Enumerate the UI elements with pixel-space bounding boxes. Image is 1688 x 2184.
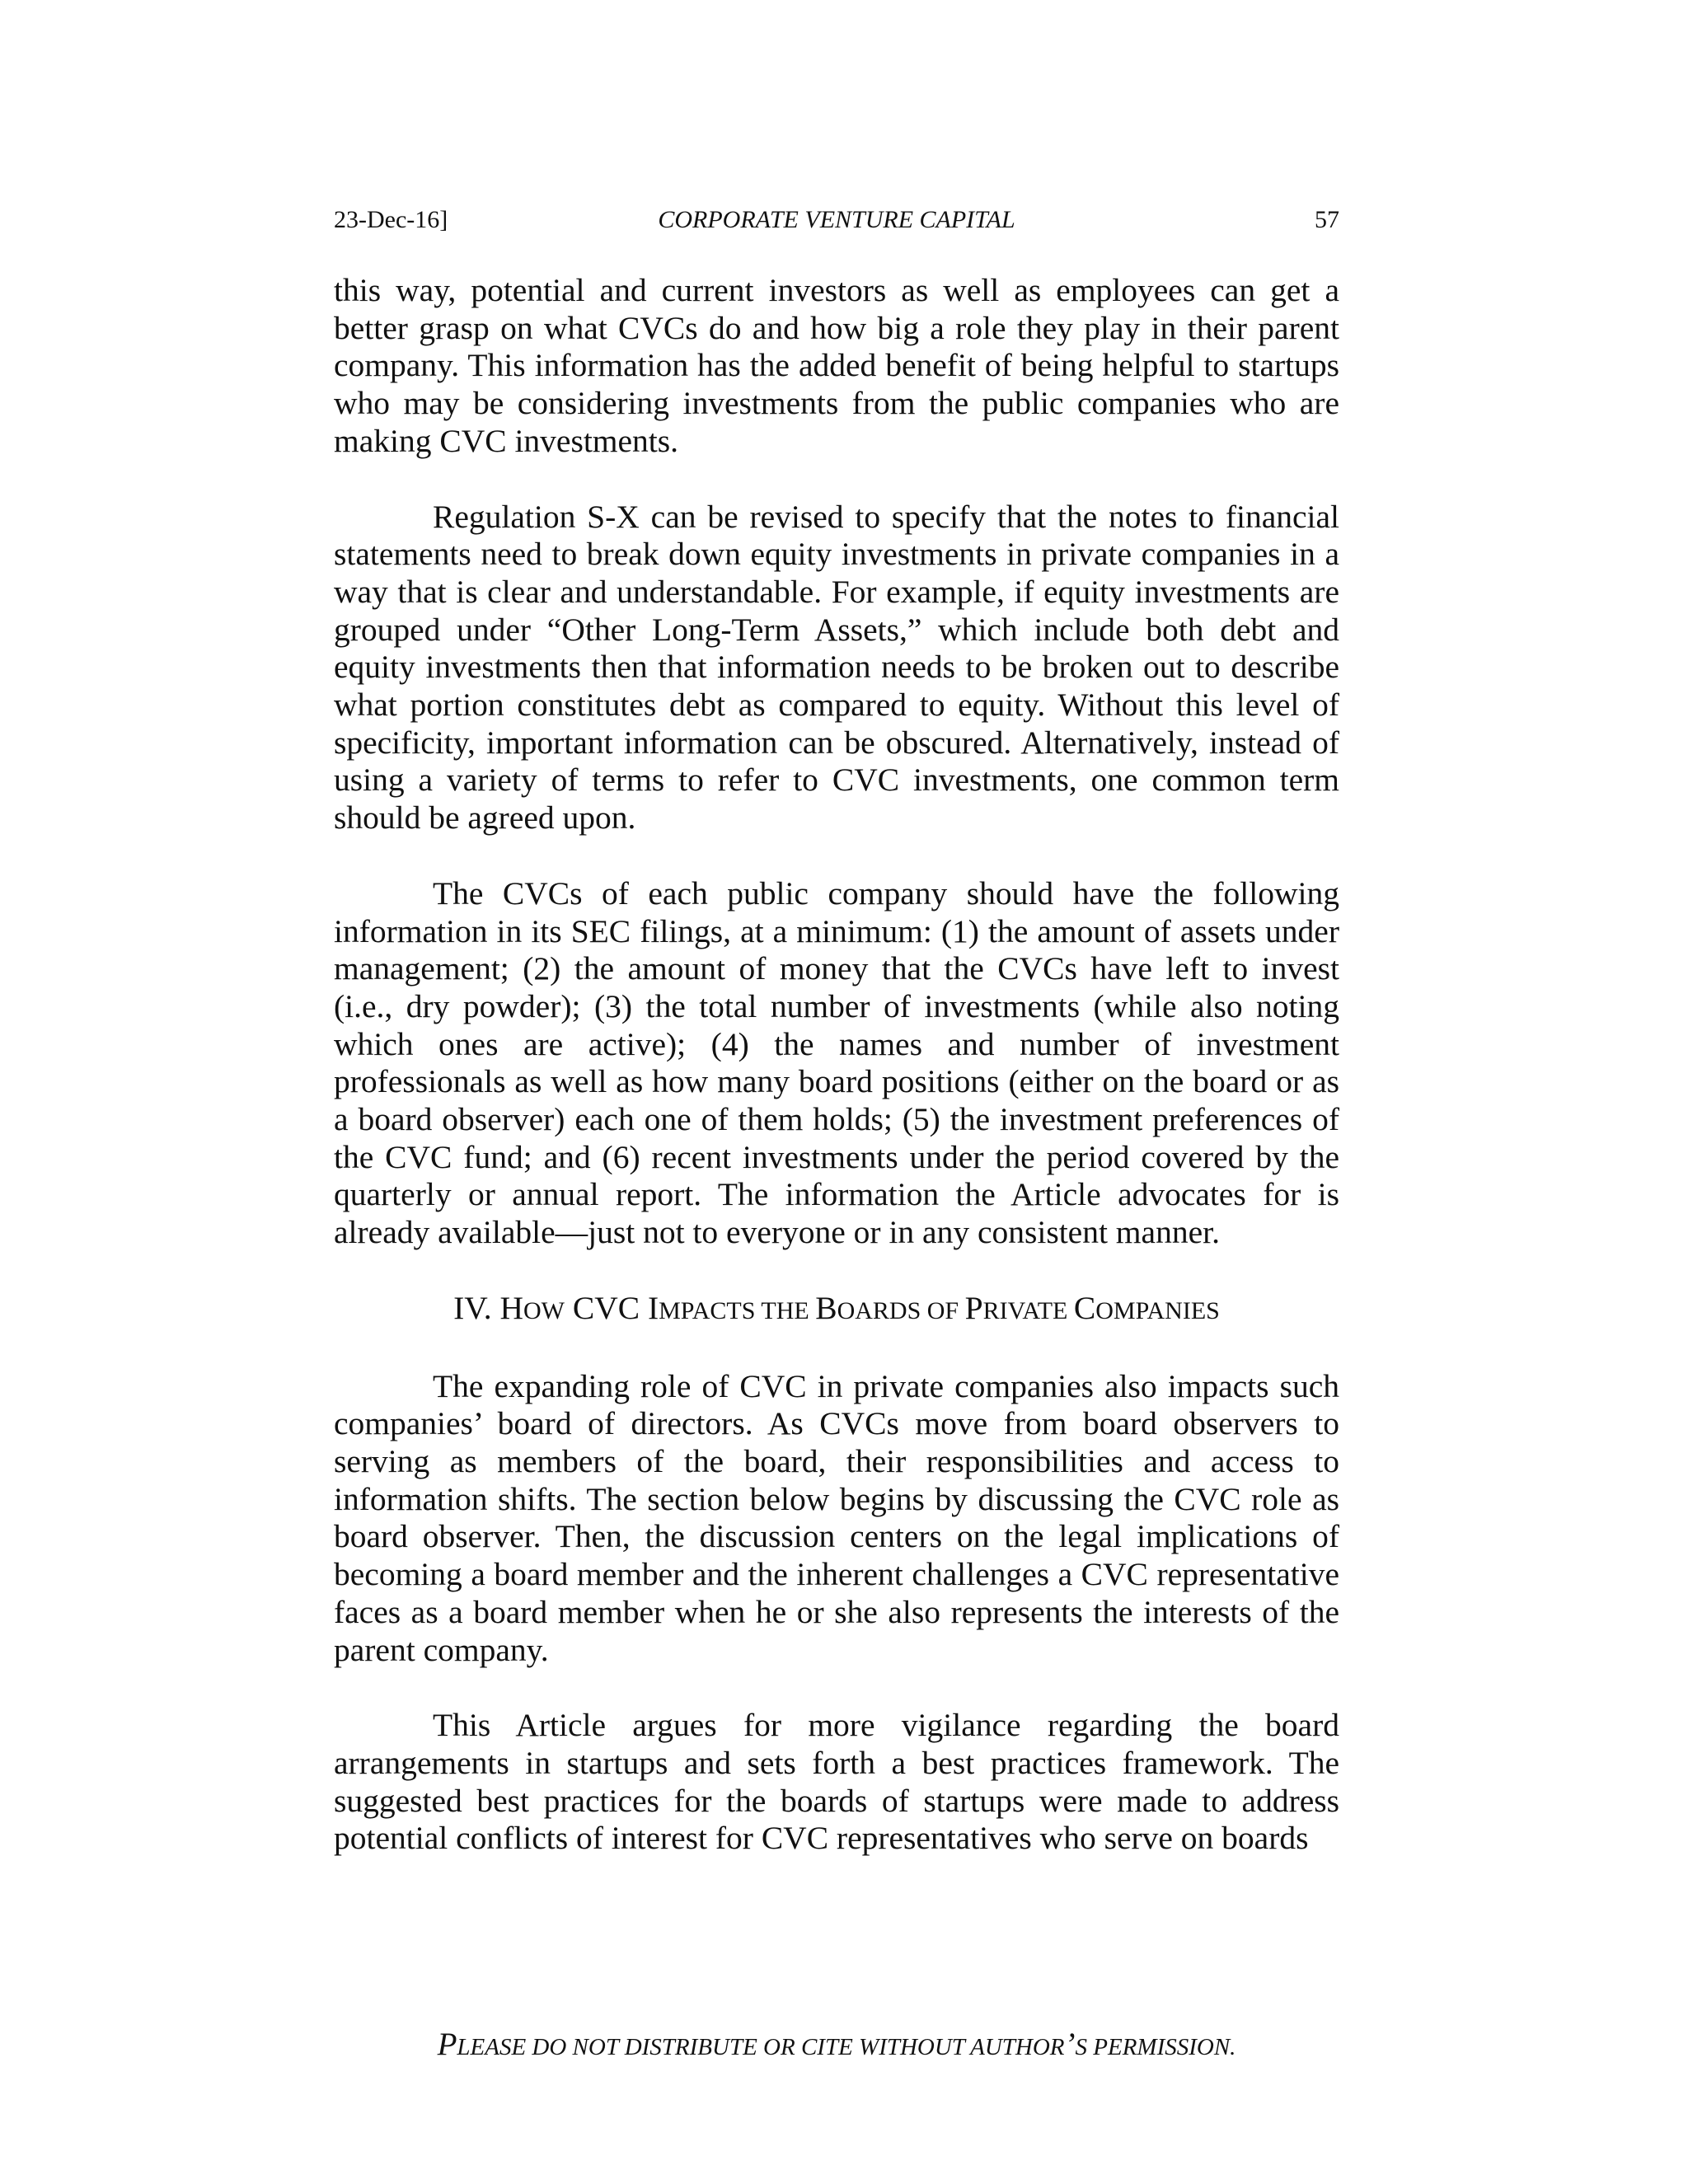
header-journal-title: CORPORATE VENTURE CAPITAL <box>658 206 1015 233</box>
section-heading <box>334 1290 1339 1330</box>
heading-word-rest: OARDS OF <box>837 1296 965 1324</box>
heading-word-rest: RIVATE <box>982 1296 1074 1324</box>
heading-word-initial: B <box>815 1289 837 1326</box>
footer-notice <box>334 2026 1339 2066</box>
heading-word: CVC <box>565 1289 648 1326</box>
heading-word-rest: MPACTS THE <box>659 1296 816 1324</box>
paragraph-1: this way, potential and current investors as well as employees can get a better grasp on what CVCs do and how big a role they play in their parent company. This information has the added benefit of being helpful to startups who may be considering investments from the public companies who are making CVC investments. <box>334 272 1339 459</box>
paragraph-4: The expanding role of CVC in private companies also impacts such companies’ board of directors. As CVCs move from board observers to serving as members of the board, their responsibilities and access to information shifts. The section below begins by discussing the CVC role as board observer. Then, the discussion centers on the legal implications of becoming a board member and the inherent challenges a CVC representative faces as a board member when he or she also represents the interests of the parent company. <box>334 1367 1339 1668</box>
paragraph-2: Regulation S-X can be revised to specify that the notes to financial statements need to break down equity investments in private companies in a way that is clear and understandable. For example, if equity investments are grouped under “Other Long-Term Assets,” which include both debt and equity investments then that information needs to be broken out to describe what portion constitutes debt as compared to equity. Without this level of specificity, important information can be obscured. Alternatively, instead of using a variety of terms to refer to CVC investments, one common term should be agreed upon. <box>334 498 1339 837</box>
paragraph-3: The CVCs of each public company should have the following information in its SEC filings, at a minimum: (1) the amount of assets under management; (2) the amount of money that the CVCs have left to invest (i.e., dry powder); (3) the total number of investments (while also noting which ones are active); (4) the names and number of investment professionals as well as how many board positions (either on the board or as a board observer) each one of them holds; (5) the investment preferences of the CVC fund; and (6) recent investments under the period covered by the quarterly or annual report. The information the Article advocates for is already available—just not to everyone or in any consistent manner. <box>334 874 1339 1251</box>
running-header <box>334 204 1339 237</box>
footer-apostrophe: ’ <box>1064 2027 1076 2062</box>
heading-word-initial: H <box>499 1289 524 1326</box>
heading-word-rest: OMPANIES <box>1095 1296 1220 1324</box>
heading-word-initial: P <box>964 1289 983 1326</box>
header-page-number: 57 <box>1315 206 1339 233</box>
header-date: 23-Dec-16] <box>334 206 448 233</box>
body-text <box>334 272 1339 1896</box>
heading-word-initial: C <box>1073 1289 1096 1326</box>
heading-word-rest: OW <box>523 1296 565 1324</box>
footer-text-end: S PERMISSION. <box>1075 2034 1236 2060</box>
heading-word-initial: I <box>647 1289 659 1326</box>
heading-numeral: IV. <box>453 1289 500 1326</box>
paragraph-5: This Article argues for more vigilance regarding the board arrangements in startups and sets forth a best practices framework. The suggested best practices for the boards of startups were made to address potential conflicts of interest for CVC representatives who serve on boards <box>334 1707 1339 1857</box>
footer-text: LEASE DO NOT DISTRIBUTE OR CITE WITHOUT AUTHOR <box>457 2034 1065 2060</box>
footer-initial: P <box>437 2027 457 2062</box>
